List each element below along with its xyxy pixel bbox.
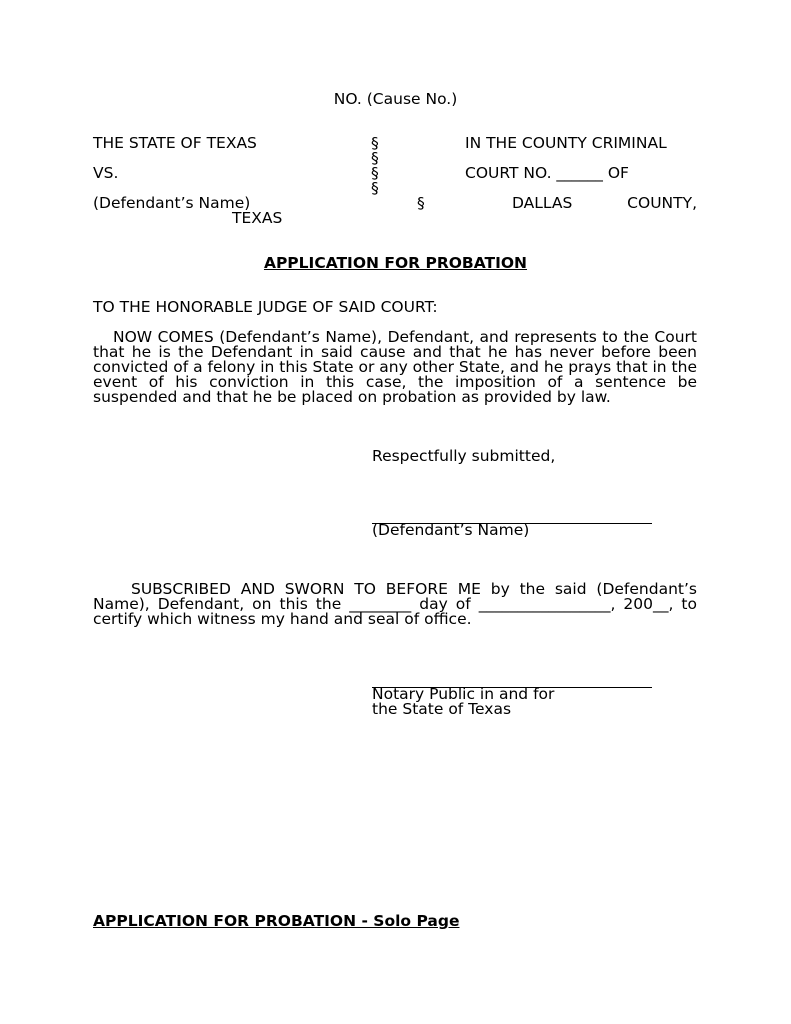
caption-dallas: DALLAS	[512, 194, 573, 212]
section-symbol: §	[371, 134, 379, 152]
caption-county: COUNTY,	[627, 194, 697, 212]
notary-label-line1: Notary Public in and for	[372, 685, 555, 703]
notary-paragraph: SUBSCRIBED AND SWORN TO BEFORE ME by the said (Defendant’s Name), Defendant, on this the ________ day of _________________, 200__, to certify which witness my hand and seal of office.	[93, 580, 697, 628]
caption-state: THE STATE OF TEXAS	[93, 134, 257, 152]
defendant-signature-label: (Defendant’s Name)	[372, 521, 530, 539]
footer-title: APPLICATION FOR PROBATION - Solo Page	[93, 912, 460, 930]
closing: Respectfully submitted,	[372, 447, 556, 465]
section-symbol: §	[417, 194, 425, 212]
document-title: APPLICATION FOR PROBATION	[263, 254, 528, 272]
notary-label-line2: the State of Texas	[372, 700, 512, 718]
section-symbol: §	[371, 179, 379, 197]
caption-vs: VS.	[93, 164, 119, 182]
caption-defendant-name: (Defendant’s Name)	[93, 194, 251, 212]
section-symbol: §	[371, 164, 379, 182]
section-symbol: §	[371, 149, 379, 167]
cause-number: NO. (Cause No.)	[333, 90, 458, 108]
caption-county-criminal: IN THE COUNTY CRIMINAL	[465, 134, 667, 152]
caption-defendant-row	[93, 196, 697, 211]
application-paragraph: NOW COMES (Defendant’s Name), Defendant, and represents to the Court that he is the Defendant in said cause and that he has never before been convicted of a felony in this State or any other State, and he prays that in the event of his conviction in this case, the imposition of a sentence be suspended and that he be placed on probation as provided by law.	[93, 328, 697, 406]
caption-texas: TEXAS	[232, 209, 283, 227]
salutation: TO THE HONORABLE JUDGE OF SAID COURT:	[93, 298, 438, 316]
caption-court-no: COURT NO. ______ OF	[465, 164, 629, 182]
